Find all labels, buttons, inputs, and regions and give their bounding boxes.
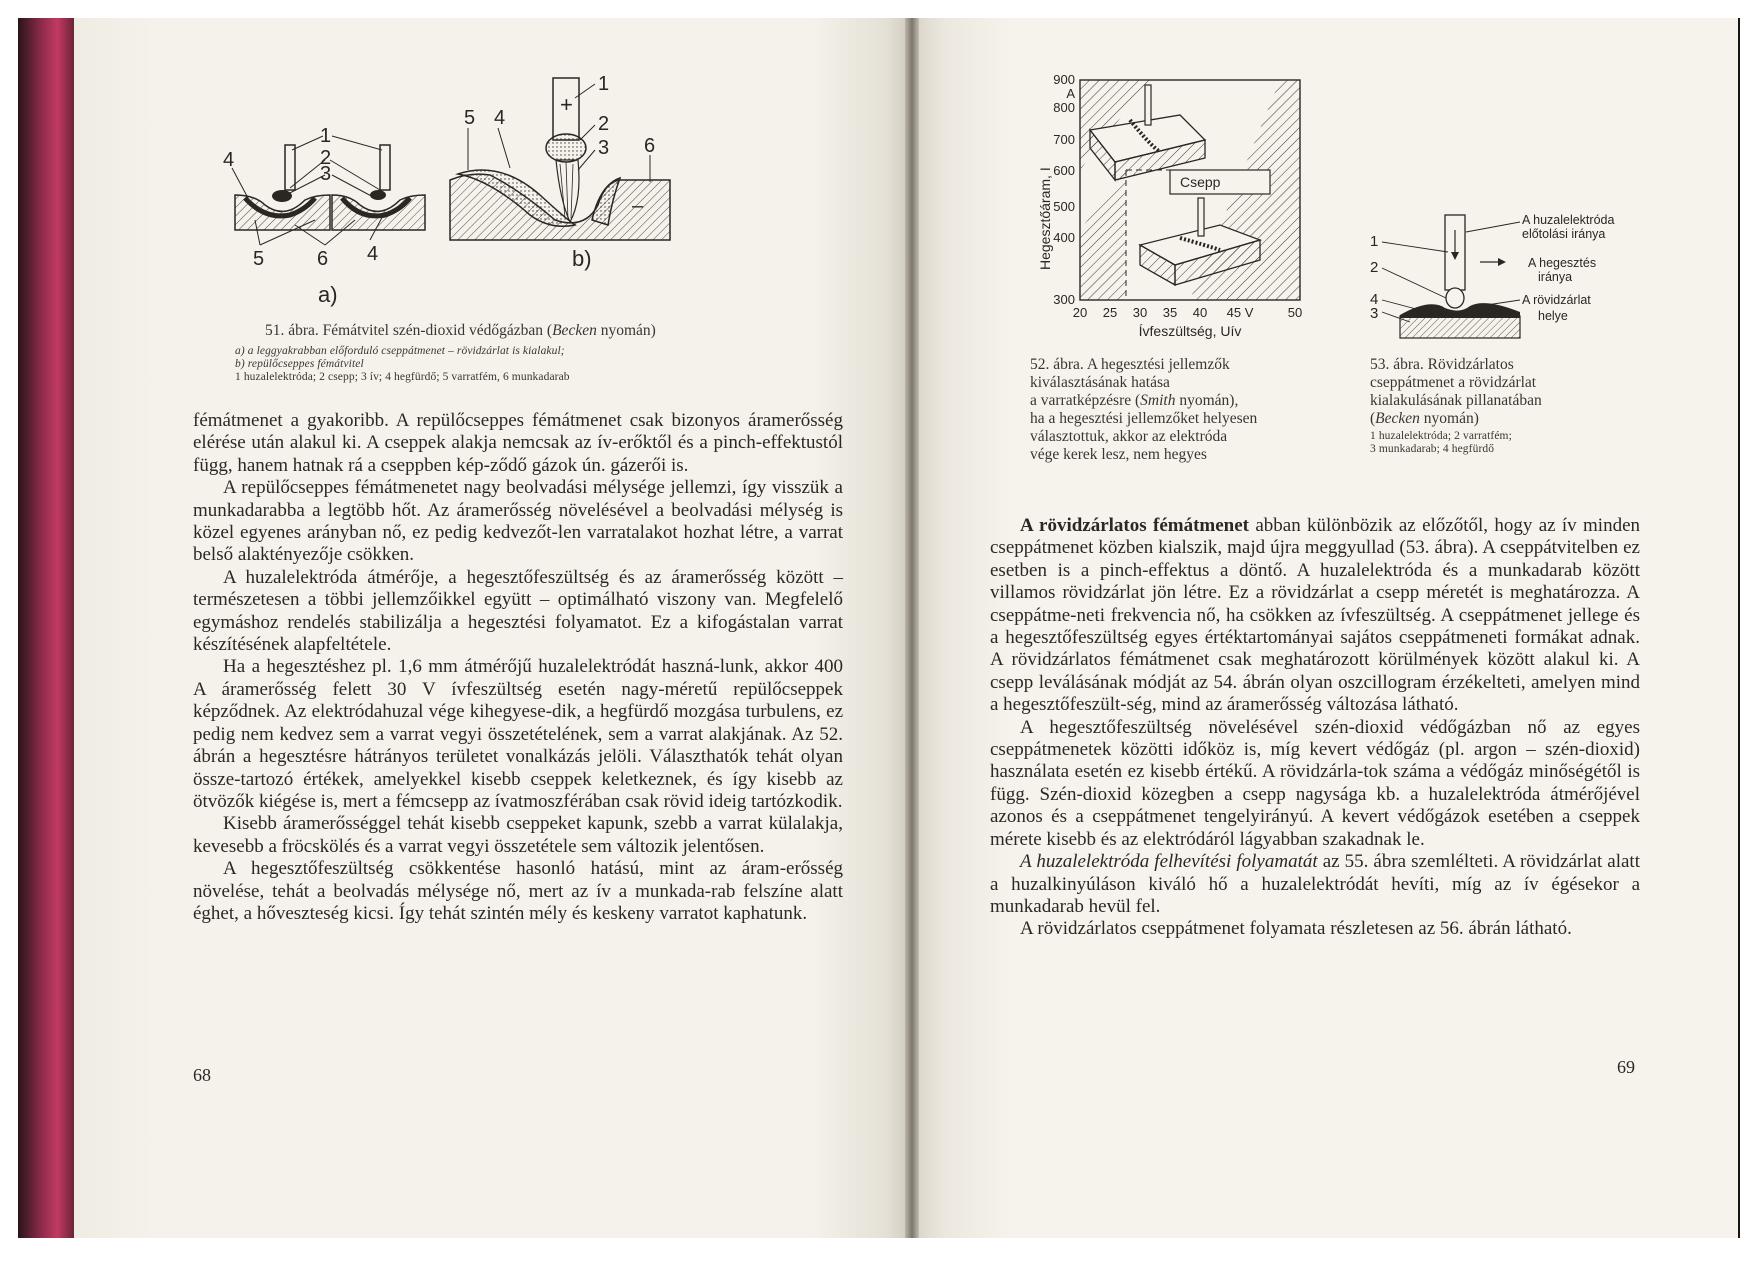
paragraph-text: abban különbözik az előzőtől, hogy az ív minden cseppátmenet közben kialszik, majd újra meggyullad (53. ábra). A cseppátvitelben ez esetben is a pinch-effektus a döntő. A huzalelektróda és a munkadarab között villamos rövidzárlat jön létre. Ez a rövidzárlat a csepp méretét is meghatározza. A cseppátme-neti frekvencia nő, ha csökken az ívfeszültség. A cseppátmenet jellege és a hegesztőfeszültség egyes értéktartományai sajátos cseppátmeneti formákat adnak. A rövidzárlatos fémátmenet csak meghatározott körülmények között alakul ki. A csepp leválásának módját az 54. ábrán olyan oszcillogram érzékelteti, amelyen mind a hegesztőfeszült-ség, mind az áramerősség változása látható.	[990, 515, 1640, 716]
page-number-left: 68	[193, 1065, 211, 1085]
paragraph: A hegesztőfeszültség csökkentése hasonló hatású, mint az áram-erősség növelése, tehát a beolvadás mélysége nő, mert az ív a munkada-rab felszíne alatt éghet, a hőveszteség kicsi. Így tehát szintén mély és keskeny varratot kaphatunk.	[193, 858, 843, 924]
left-page-body	[193, 410, 843, 925]
caption-line: ha a hegesztési jellemzőket helyesen	[1030, 410, 1258, 427]
figure-51-note-a: a) a leggyakrabban előforduló cseppátmenet – rövidzárlat is kialakul;	[235, 345, 565, 357]
caption-line: kialakulásának pillanatában	[1370, 392, 1542, 409]
caption-line: választottuk, akkor az elektróda	[1030, 428, 1228, 445]
fig51-label-2a: 2	[320, 147, 332, 169]
figure-52	[1030, 70, 1320, 350]
paragraph: Ha a hegesztéshez pl. 1,6 mm átmérőjű huzalelektródát haszná-lunk, akkor 400 A áramerősség felett 30 V ívfeszültség esetén nagy-méretű repülőcseppek képződnek. Az elektródahuzal vége kihegyese-dik, a hegfürdő mozgása turbulens, ez pedig nem kedvez sem a varrat vegyi összetételének, sem a varrat alakjának. Az 52. ábrán a hegesztésre hátrányos területet vonalkázás jelöli. Választhatók tehát olyan össze-tartozó értékek, amelyekkel kisebb cseppek keletkeznek, és így kisebb az ötvözők kiégése is, mert a fémcsepp az ívatmoszférában csak rövid ideig tartózkodik.	[193, 656, 843, 812]
caption-line: 53. ábra. Rövidzárlatos	[1370, 356, 1514, 373]
caption-text: a varratképzésre (	[1030, 392, 1141, 409]
fig52-xtick: 25	[1102, 305, 1118, 320]
fig51-sublabel-a: a)	[318, 282, 338, 307]
book-gutter	[905, 18, 919, 1238]
fig53-annot: A huzalelektróda	[1522, 213, 1615, 227]
fig52-xtick: 20	[1072, 305, 1088, 320]
book-cover-edge	[18, 18, 74, 1238]
caption-text-end: nyomán),	[1175, 392, 1239, 409]
caption-line: (Becken nyomán)	[1370, 410, 1479, 427]
bold-term: A rövidzárlatos fémátmenet	[1020, 515, 1249, 536]
paragraph	[990, 515, 1640, 717]
paragraph: A repülőcseppes fémátmenetet nagy beolvadási mélysége jellemzi, így visszük a munkadarabba a legtöbb hőt. Az áramerősség növelésével a beolvadási mélység is közel egyenes arányban nő, ez pedig kedvezőt-len varratalakot hozhat létre, a varrat belső alaktényezője csökken.	[193, 477, 843, 566]
fig53-number-labels	[1370, 233, 1378, 322]
caption-text-end: nyomán)	[596, 322, 656, 339]
fig52-xtick: 40	[1192, 305, 1208, 320]
caption-author: Becken	[552, 322, 597, 339]
fig53-annot: előtolási iránya	[1522, 227, 1606, 241]
fig51b-label-6: 6	[644, 135, 656, 157]
fig52-ytick: 800	[1053, 100, 1075, 115]
figure-53-caption	[1370, 356, 1640, 428]
caption-line: cseppátmenet a rövidzárlat	[1370, 374, 1537, 391]
fig52-xtick: 45 V	[1226, 305, 1254, 320]
fig53-annot: A rövidzárlat	[1522, 293, 1591, 307]
fig52-x-axis-label: Ívfeszültség, Uív	[1138, 323, 1242, 339]
italic-term: A huzalelektróda felhevítési folyamatát	[1020, 851, 1318, 873]
fig52-y-ticks	[1053, 72, 1075, 307]
right-page-body	[990, 515, 1640, 941]
fig51a-right-workpiece	[332, 145, 425, 230]
fig53-annotations	[1522, 213, 1614, 323]
fig53-label: 3	[1370, 305, 1379, 322]
page-number-right: 69	[1617, 1057, 1635, 1077]
figure-53-legend-1: 1 huzalelektróda; 2 varratfém;	[1370, 430, 1512, 442]
fig52-inset-label: Csepp	[1180, 174, 1221, 190]
figure-51-caption	[265, 322, 656, 340]
fig52-xtick: 35	[1162, 305, 1178, 320]
fig52-ytick: 700	[1053, 132, 1075, 147]
caption-line: 52. ábra. A hegesztési jellemzők	[1030, 356, 1230, 373]
fig53-annot: helye	[1538, 309, 1568, 323]
paragraph	[990, 851, 1640, 918]
paragraph: fémátmenet a gyakoribb. A repülőcseppes fémátmenet csak bizonyos áramerősség elérése után alakul ki. A cseppek alakja nemcsak az ív-erőktől és a pinch-effektustól függ, hanem hatnak rá a cseppben kép-ződő gázok ún. gázerői is.	[193, 410, 843, 476]
fig52-x-ticks	[1073, 305, 1302, 320]
caption-line: kiválasztásának hatása	[1030, 374, 1170, 391]
fig51-label-4a-right: 4	[367, 243, 379, 265]
paragraph-text: az 55. ábra szemlélteti. A rövidzárlat alatt a huzalkinyúláson kiváló hő a huzalelektródát hevíti, míg az ív égésekor a munkadarab hevül fel.	[990, 851, 1640, 917]
fig53-label: 1	[1370, 233, 1379, 250]
paragraph: A hegesztőfeszültség növelésével szén-dioxid védőgázban nő az egyes cseppátmenetek közötti időköz is, míg kevert védőgáz (pl. argon – szén-dioxid) használata esetén ez kisebb értékű. A rövidzárla-tok száma a védőgáz minőségétől is függ. Szén-dioxid közegben a csepp nagysága kb. a huzalelektróda átmérőjével azonos és a cseppátmenet tengelyirányú. A kevert védőgázok esetében a cseppek mérete kisebb és az elektródáról lágyabban szakadnak le.	[990, 716, 1640, 850]
paragraph: Kisebb áramerősséggel tehát kisebb cseppeket kapunk, szebb a varrat külalakja, kevesebb a fröcskölés és a varrat vegyi összetétele sem változik jelentősen.	[193, 813, 843, 857]
fig53-annot: iránya	[1538, 270, 1573, 284]
caption-text-end: nyomán)	[1419, 410, 1479, 427]
caption-line	[1030, 392, 1330, 410]
fig52-xtick: 30	[1132, 305, 1148, 320]
fig51a-left-workpiece	[235, 145, 330, 230]
caption-author: Becken	[1375, 410, 1420, 427]
figure-53-legend-2: 3 munkadarab; 4 hegfürdő	[1370, 443, 1495, 455]
figure-52-caption	[1030, 356, 1330, 464]
fig52-ytick: 900	[1053, 72, 1075, 87]
caption-line: vége kerek lesz, nem hegyes	[1030, 446, 1207, 463]
fig53-label: 2	[1370, 259, 1379, 276]
fig51b-label-plus: +	[560, 92, 573, 117]
fig51-sublabel-b: b)	[572, 246, 592, 271]
fig51-label-4a: 4	[223, 149, 235, 171]
fig53-label: 4	[1370, 291, 1379, 308]
paragraph: A huzalelektróda átmérője, a hegesztőfeszültség és az áramerősség között – természetesen a többi jellemzőikkel együtt – optimálható viszony van. Megfelelő egymáshoz rendelés stabilizálja a hegesztési folyamatot. Ez a kifogástalan varrat készítésének alapfeltétele.	[193, 566, 843, 656]
fig51b-label-2: 2	[598, 113, 610, 135]
figure-51-note-b: b) repülőcseppes fémátvitel	[235, 358, 364, 370]
fig52-ytick: 500	[1053, 199, 1075, 214]
fig53-workpiece	[1400, 316, 1520, 338]
caption-author: Smith	[1140, 392, 1176, 409]
fig52-ytick: A	[1066, 86, 1075, 101]
fig51b-label-5: 5	[464, 107, 476, 129]
fig53-annot: A hegesztés	[1528, 256, 1597, 270]
figure-53	[1370, 210, 1640, 340]
fig51-label-1a: 1	[320, 125, 332, 147]
fig51-label-3a: 3	[320, 163, 332, 185]
fig51-label-5a: 5	[253, 248, 265, 270]
fig52-ytick: 600	[1053, 163, 1075, 178]
fig52-ytick: 300	[1053, 292, 1075, 307]
paragraph: A rövidzárlatos cseppátmenet folyamata részletesen az 56. ábrán látható.	[1020, 918, 1572, 940]
fig51-label-6a: 6	[317, 248, 329, 270]
fig51b-label-1: 1	[598, 73, 610, 95]
fig52-ytick: 400	[1053, 230, 1075, 245]
fig51b-label-minus: –	[632, 195, 644, 217]
caption-text: 51. ábra. Fémátvitel szén-dioxid védőgázban (	[265, 322, 553, 339]
figure-51-legend: 1 huzalelektróda; 2 csepp; 3 ív; 4 hegfürdő; 5 varratfém, 6 munkadarab	[235, 371, 570, 383]
figure-51	[220, 70, 760, 320]
fig52-y-axis-label: Hegesztőáram, I	[1037, 167, 1053, 270]
fig52-xtick: 50	[1287, 305, 1303, 320]
fig51b-label-4: 4	[494, 107, 506, 129]
fig51b-label-3: 3	[598, 137, 610, 159]
